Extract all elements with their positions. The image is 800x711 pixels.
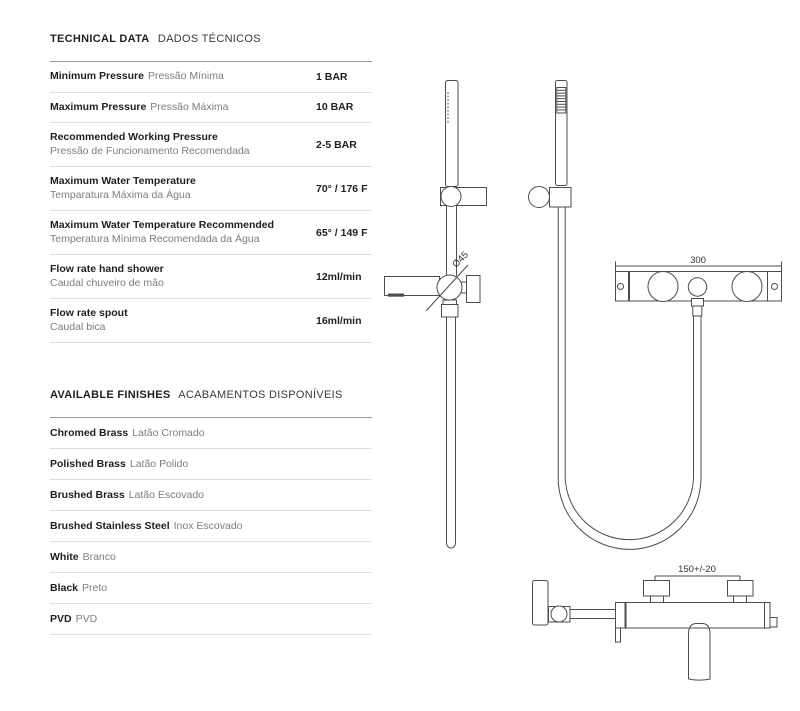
row-value: 2-5 BAR [316, 138, 357, 151]
finish-label-pt: Preto [82, 581, 108, 594]
hand-shower-icon [533, 581, 549, 626]
spout-icon [385, 277, 440, 296]
holder-knob-icon [529, 187, 550, 208]
knob-icon [732, 272, 762, 302]
row-label-pt: Caudal bica [50, 320, 106, 333]
row-label-pt: Pressão Mínima [147, 70, 224, 82]
front-view-drawing [385, 81, 487, 549]
finish-label-pt: PVD [75, 612, 98, 625]
row-label-en: Maximum Water Temperature Recommended [50, 219, 275, 231]
knob-icon [644, 581, 670, 597]
finish-label-pt: Branco [82, 550, 116, 563]
row-label-pt: Pressão de Funcionamento Recomendada [50, 144, 250, 157]
hose-outlet-icon [688, 278, 706, 296]
side-view-drawing [529, 81, 702, 550]
finish-label-pt: Inox Escovado [173, 519, 243, 532]
row-label-pt: Caudal chuveiro de mão [50, 276, 164, 289]
finish-label-en: Polished Brass [50, 457, 126, 470]
section-title-pt: ACABAMENTOS DISPONÍVEIS [178, 389, 343, 401]
hose-icon [558, 207, 701, 549]
hose-icon [565, 207, 693, 540]
holder-knob-icon [441, 187, 461, 207]
spray-grid-icon [557, 88, 566, 114]
row-value: 10 BAR [316, 101, 354, 114]
section-title-pt: DADOS TÉCNICOS [157, 33, 261, 45]
knob-icon [648, 272, 678, 302]
row-label-en: Flow rate hand shower [50, 263, 164, 275]
aerator-icon [388, 294, 404, 297]
row-label-pt: Pressão Máxima [150, 100, 229, 113]
screw-hole-icon [618, 284, 624, 290]
dimension-diameter-label: Ø45 [450, 249, 471, 271]
knob-neck-icon [734, 596, 747, 603]
hose-connector-icon [693, 306, 702, 316]
finish-label-pt: Latão Escovado [128, 488, 205, 501]
top-view-drawing [616, 262, 782, 317]
outlet-nub-icon [770, 618, 777, 628]
finish-label-en: Brushed Brass [50, 488, 125, 501]
finish-label-pt: Latão Cromado [132, 426, 205, 439]
finish-label-en: Black [50, 581, 79, 594]
dimension-spacing-label: 150+/-20 [678, 564, 716, 575]
knob-icon [728, 581, 754, 597]
row-value: 65° / 149 F [316, 226, 368, 239]
side-knob-icon [467, 276, 481, 303]
row-value: 16ml/min [316, 314, 362, 327]
knob-neck-icon [651, 596, 664, 603]
hose-icon [447, 317, 456, 548]
row-label-pt: Temperatura Mínima Recomendada da Água [50, 232, 260, 245]
row-label-en: Flow rate spout [50, 307, 128, 319]
holder-bracket-icon [550, 188, 572, 208]
lever-stub-icon [616, 628, 621, 642]
finish-label-en: Chromed Brass [50, 426, 129, 439]
section-title-en: TECHNICAL DATA [50, 33, 150, 45]
hose-connector-icon [692, 299, 704, 307]
finish-label-en: PVD [50, 612, 72, 625]
spout-icon [689, 624, 711, 681]
row-label-en: Minimum Pressure [50, 70, 144, 82]
valve-body-icon [437, 275, 462, 300]
mixer-front-drawing [533, 576, 778, 680]
finish-label-en: Brushed Stainless Steel [50, 519, 170, 532]
hose-connector-icon [443, 300, 457, 305]
section-title-en: AVAILABLE FINISHES [50, 389, 171, 401]
row-label-en: Maximum Water Temperature [50, 175, 196, 187]
hose-connector-icon [442, 305, 459, 318]
row-value: 12ml/min [316, 270, 362, 283]
row-label-en: Maximum Pressure [50, 100, 147, 113]
row-label-en: Recommended Working Pressure [50, 131, 218, 143]
finish-label-pt: Latão Polido [129, 457, 189, 470]
dimension-width-label: 300 [690, 255, 706, 266]
row-label-pt: Temparatura Máxima da Água [50, 188, 191, 201]
finish-label-en: White [50, 550, 79, 563]
holder-knob-icon [551, 606, 567, 622]
row-value: 1 BAR [316, 70, 348, 83]
row-value: 70° / 176 F [316, 182, 368, 195]
screw-hole-icon [772, 284, 778, 290]
hand-shower-icon [446, 81, 459, 187]
